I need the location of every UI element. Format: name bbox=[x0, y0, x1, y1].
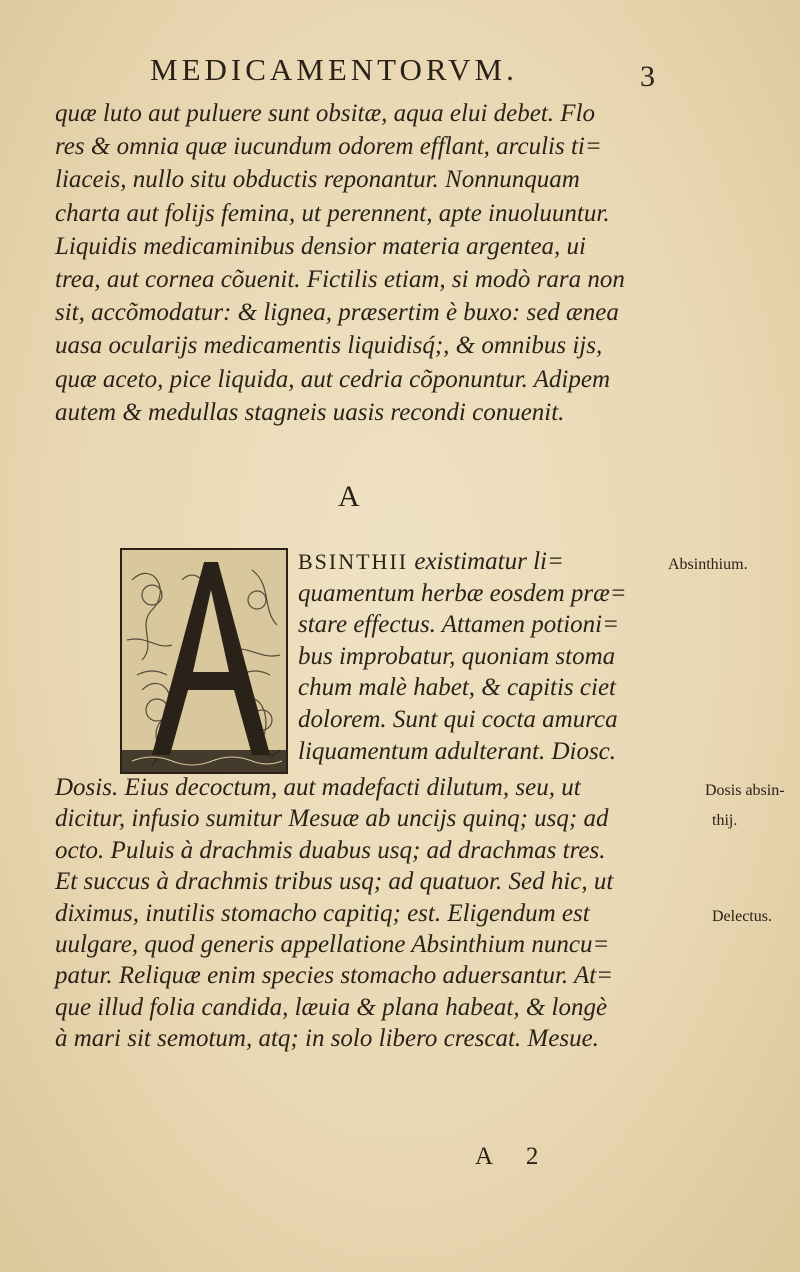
text-line: Liquidis medicaminibus densior materia argentea, ui bbox=[55, 232, 586, 260]
text-line: chum malè habet, & capitis ciet bbox=[298, 674, 616, 702]
text-line: patur. Reliquæ enim species stomacho aduersantur. At= bbox=[55, 962, 614, 990]
section-heading-letter: A bbox=[338, 480, 360, 513]
text-line: sit, accõmodatur: & lignea, præsertim è buxo: sed ænea bbox=[55, 299, 619, 327]
text-line: octo. Puluis à drachmis duabus usq; ad drachmas tres. bbox=[55, 836, 606, 864]
text-line: charta aut folijs femina, ut perennent, apte inuoluuntur. bbox=[55, 199, 610, 227]
text-line: Dosis. Eius decoctum, aut madefacti dilutum, seu, ut bbox=[55, 774, 581, 801]
text-line: liaceis, nullo situ obductis reponantur. Nonnunquam bbox=[55, 166, 580, 194]
running-title: MEDICAMENTORVM. bbox=[150, 52, 518, 87]
text-line: quamentum herbæ eosdem præ= bbox=[298, 579, 627, 607]
first-line-rest: existimatur li= bbox=[408, 548, 564, 575]
text-line: autem & medullas stagneis uasis recondi conuenit. bbox=[55, 398, 565, 426]
text-line: dicitur, infusio sumitur Mesuæ ab uncijs quinq; usq; ad bbox=[55, 805, 609, 833]
absinthium-entry bbox=[298, 546, 658, 767]
text-line: à mari sit semotum, atq; in solo libero crescat. Mesue. bbox=[55, 1025, 599, 1053]
text-line: bus improbatur, quoniam stoma bbox=[298, 642, 616, 670]
text-line: que illud folia candida, læuia & plana habeat, & longè bbox=[55, 993, 608, 1021]
decorated-initial bbox=[120, 548, 288, 774]
text-line: diximus, inutilis stomacho capitiq; est. Eligendum est bbox=[55, 899, 590, 927]
woodcut-initial-icon bbox=[122, 550, 286, 772]
text-line: uulgare, quod generis appellatione Absinthium nuncu= bbox=[55, 930, 610, 958]
text-line: liquamentum adulterant. Diosc. bbox=[298, 737, 617, 765]
intro-paragraph bbox=[55, 97, 695, 429]
text-line: stare effectus. Attamen potioni= bbox=[298, 611, 619, 639]
text-line: dolorem. Sunt qui cocta amurca bbox=[298, 705, 618, 733]
margin-note-absinthium: Absinthium. bbox=[668, 556, 748, 573]
margin-note-dosis: Dosis absin- bbox=[705, 782, 785, 799]
page-header bbox=[150, 52, 670, 93]
text-line: quæ luto aut puluere sunt obsitæ, aqua elui debet. Flo bbox=[55, 100, 596, 127]
text-line: uasa ocularijs medicamentis liquidisq́;, & omnibus ijs, bbox=[55, 332, 603, 360]
margin-note-delectus: Delectus. bbox=[712, 908, 772, 925]
page-number: 3 bbox=[640, 60, 655, 93]
lead-word: BSINTHII bbox=[298, 549, 409, 574]
dosis-paragraph bbox=[55, 772, 695, 1055]
margin-note-dosis-cont: thij. bbox=[712, 812, 738, 829]
text-line: res & omnia quæ iucundum odorem efflant, arculis ti= bbox=[55, 133, 602, 161]
signature-mark: A 2 bbox=[475, 1143, 553, 1170]
text-line: Et succus à drachmis tribus usq; ad quatuor. Sed hic, ut bbox=[55, 868, 614, 896]
text-line: quæ aceto, pice liquida, aut cedria cõponuntur. Adipem bbox=[55, 365, 611, 393]
entry-first-line bbox=[298, 546, 658, 578]
text-line: trea, aut cornea cõuenit. Fictilis etiam, si modò rara non bbox=[55, 265, 625, 293]
